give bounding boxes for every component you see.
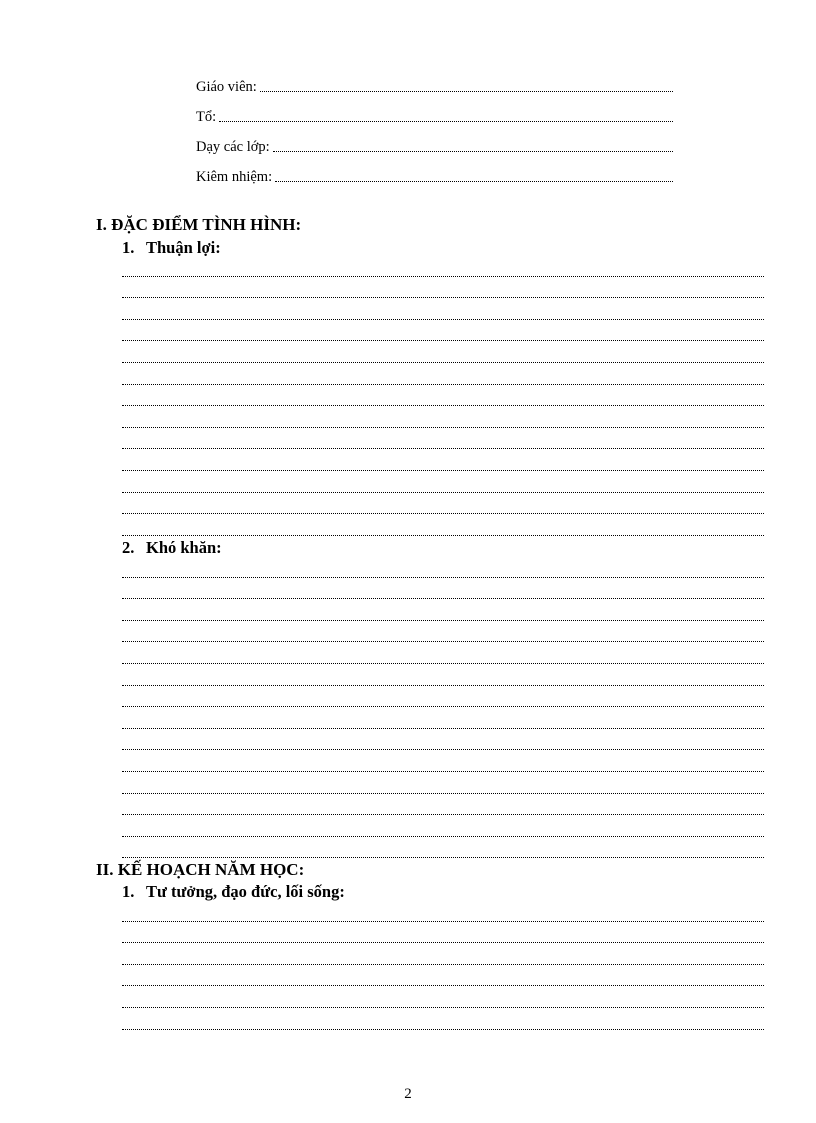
difficulties-lines[interactable] — [122, 556, 764, 858]
dotted-line[interactable] — [122, 794, 764, 816]
dotted-line[interactable] — [122, 686, 764, 708]
dotted-line[interactable] — [122, 385, 764, 407]
dotted-line[interactable] — [122, 986, 764, 1008]
subsection-difficulties — [122, 538, 222, 558]
dotted-line[interactable] — [122, 493, 764, 515]
dotted-line[interactable] — [122, 363, 764, 385]
dotted-line[interactable] — [122, 922, 764, 944]
dotted-line[interactable] — [122, 664, 764, 686]
section-2-title: II. KẾ HOẠCH NĂM HỌC: — [96, 860, 305, 879]
subsection-title: Thuận lợi: — [146, 238, 221, 257]
dotted-line[interactable] — [122, 642, 764, 664]
extra-duty-label: Kiêm nhiệm: — [196, 169, 273, 185]
dotted-line[interactable] — [122, 341, 764, 363]
subsection-number: 2. — [122, 538, 135, 557]
dotted-line[interactable] — [122, 471, 764, 493]
dotted-line[interactable] — [122, 449, 764, 471]
dotted-line[interactable] — [122, 277, 764, 299]
dotted-line[interactable] — [122, 707, 764, 729]
dotted-line[interactable] — [122, 320, 764, 342]
dotted-line[interactable] — [122, 772, 764, 794]
teacher-blank[interactable] — [260, 91, 673, 92]
subsection-title: Khó khăn: — [146, 538, 222, 557]
ideology-lines[interactable] — [122, 900, 764, 1030]
teacher-field[interactable] — [196, 76, 673, 96]
dotted-line[interactable] — [122, 599, 764, 621]
dotted-line[interactable] — [122, 837, 764, 859]
group-field[interactable] — [196, 106, 673, 126]
subsection-number: 1. — [122, 882, 135, 901]
dotted-line[interactable] — [122, 965, 764, 987]
dotted-line[interactable] — [122, 556, 764, 578]
group-blank[interactable] — [219, 121, 673, 122]
subsection-ideology — [122, 882, 345, 902]
dotted-line[interactable] — [122, 815, 764, 837]
classes-field[interactable] — [196, 136, 673, 156]
dotted-line[interactable] — [122, 298, 764, 320]
dotted-line[interactable] — [122, 255, 764, 277]
classes-blank[interactable] — [273, 151, 673, 152]
subsection-number: 1. — [122, 238, 135, 257]
extra-duty-blank[interactable] — [275, 181, 673, 182]
section-1-title: I. ĐẶC ĐIỂM TÌNH HÌNH: — [96, 215, 302, 234]
page-number: 2 — [404, 1086, 412, 1102]
dotted-line[interactable] — [122, 621, 764, 643]
dotted-line[interactable] — [122, 729, 764, 751]
dotted-line[interactable] — [122, 428, 764, 450]
dotted-line[interactable] — [122, 578, 764, 600]
teacher-label: Giáo viên: — [196, 79, 257, 95]
dotted-line[interactable] — [122, 900, 764, 922]
subsection-title: Tư tưởng, đạo đức, lối sống: — [146, 882, 345, 901]
dotted-line[interactable] — [122, 514, 764, 536]
dotted-line[interactable] — [122, 750, 764, 772]
advantages-lines[interactable] — [122, 255, 764, 536]
dotted-line[interactable] — [122, 406, 764, 428]
extra-duty-field[interactable] — [196, 166, 673, 186]
dotted-line[interactable] — [122, 1008, 764, 1030]
dotted-line[interactable] — [122, 943, 764, 965]
classes-label: Dạy các lớp: — [196, 139, 270, 155]
group-label: Tổ: — [196, 109, 217, 125]
